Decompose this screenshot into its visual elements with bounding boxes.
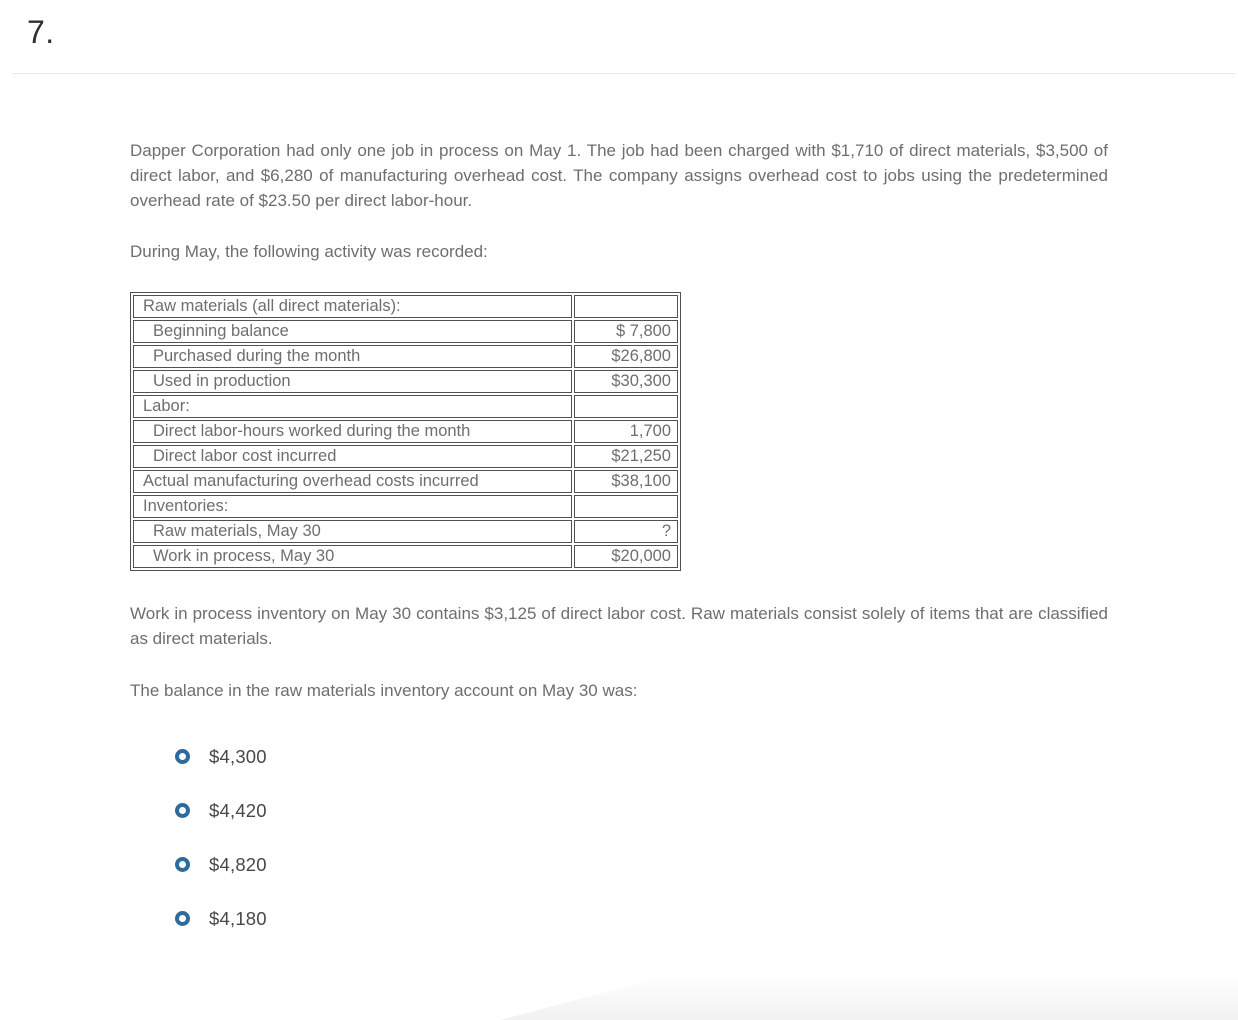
row-value: 1,700 [574, 420, 678, 443]
row-label: Direct labor cost incurred [133, 445, 572, 468]
answer-option-3[interactable] [175, 849, 1108, 880]
table-row [133, 295, 678, 318]
row-label: Labor: [133, 395, 572, 418]
row-value: ? [574, 520, 678, 543]
row-label: Raw materials, May 30 [133, 520, 572, 543]
row-label: Actual manufacturing overhead costs incurred [133, 470, 572, 493]
row-value [574, 295, 678, 318]
table-row [133, 520, 678, 543]
option-label: $4,420 [209, 799, 267, 821]
row-value: $30,300 [574, 370, 678, 393]
radio-button-icon[interactable] [175, 911, 190, 926]
table-row [133, 395, 678, 418]
row-value: $20,000 [574, 545, 678, 568]
row-label: Purchased during the month [133, 345, 572, 368]
table-row [133, 545, 678, 568]
next-card-shadow [500, 974, 1238, 1020]
row-value [574, 395, 678, 418]
radio-button-icon[interactable] [175, 803, 190, 818]
answer-options [175, 741, 1108, 934]
question-paragraph-2: During May, the following activity was recorded: [130, 242, 488, 261]
option-label: $4,300 [209, 745, 267, 767]
question-paragraph-1: Dapper Corporation had only one job in process on May 1. The job had been charged with $1,710 of direct materials, $3,500 of direct labor, and $6,280 of manufacturing overhead cost. The company assigns overhead cost to jobs using the predetermined overhead rate of $23.50 per direct labor-hour. [130, 141, 1108, 210]
answer-option-1[interactable] [175, 741, 1108, 772]
table-row [133, 345, 678, 368]
question-body [0, 74, 1238, 957]
answer-option-4[interactable] [175, 903, 1108, 934]
row-label: Beginning balance [133, 320, 572, 343]
table-row [133, 370, 678, 393]
row-value: $38,100 [574, 470, 678, 493]
radio-button-icon[interactable] [175, 857, 190, 872]
row-label: Direct labor-hours worked during the month [133, 420, 572, 443]
table-row [133, 420, 678, 443]
activity-table [130, 292, 681, 571]
row-label: Inventories: [133, 495, 572, 518]
row-value: $21,250 [574, 445, 678, 468]
question-paragraph-3: Work in process inventory on May 30 contains $3,125 of direct labor cost. Raw materials consist solely of items that are classified as direct materials. [130, 604, 1108, 648]
option-label: $4,180 [209, 907, 267, 929]
option-label: $4,820 [209, 853, 267, 875]
row-label: Used in production [133, 370, 572, 393]
table-row [133, 470, 678, 493]
radio-button-icon[interactable] [175, 749, 190, 764]
row-label: Work in process, May 30 [133, 545, 572, 568]
table-row [133, 320, 678, 343]
row-value: $26,800 [574, 345, 678, 368]
question-number: 7. [27, 14, 55, 50]
row-value: $ 7,800 [574, 320, 678, 343]
table-row [133, 445, 678, 468]
row-value [574, 495, 678, 518]
answer-option-2[interactable] [175, 795, 1108, 826]
table-row [133, 495, 678, 518]
question-prompt: The balance in the raw materials inventory account on May 30 was: [130, 681, 638, 700]
row-label: Raw materials (all direct materials): [133, 295, 572, 318]
